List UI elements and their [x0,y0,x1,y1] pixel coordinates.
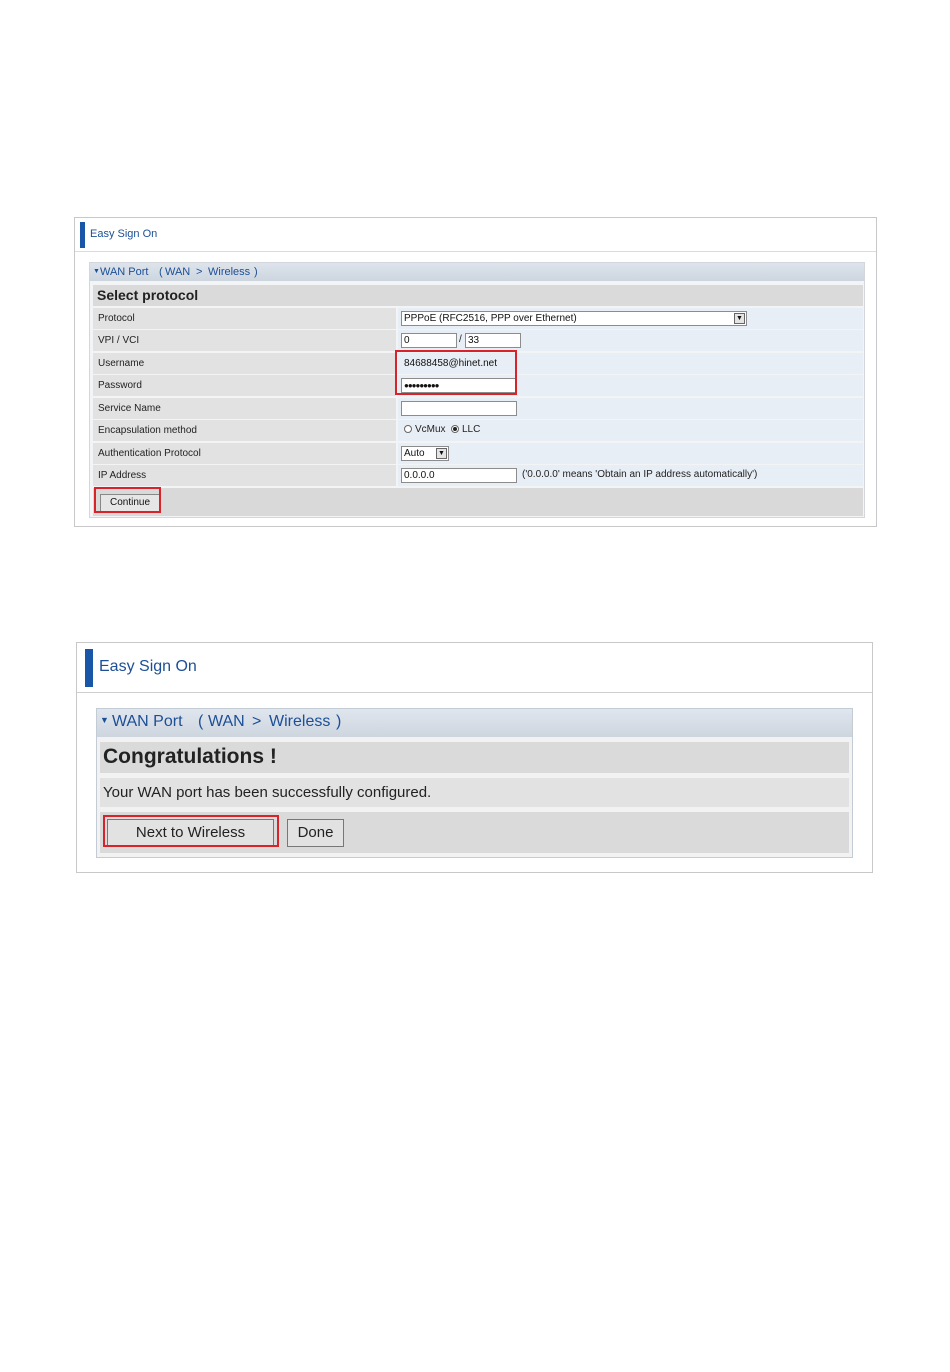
continue-highlight [94,487,161,513]
auth-protocol-row [93,443,863,464]
easy-sign-on-protocol-panel [74,217,877,527]
vcmux-radio[interactable] [404,425,412,433]
vpi-vci-label: VPI / VCI [98,335,140,346]
continue-button[interactable]: Continue [100,494,160,512]
chevron-down-icon[interactable]: ▼ [734,313,745,324]
header-accent-bar [85,649,93,687]
panel-header [77,643,872,693]
success-message: Your WAN port has been successfully configured. [100,778,849,807]
breadcrumb-open-paren: ( [198,713,204,730]
panel-title: Easy Sign On [99,658,197,675]
radio-selected-dot [453,427,457,431]
llc-label: LLC [462,424,481,435]
breadcrumb-step-wireless[interactable]: Wireless [269,713,331,730]
done-button[interactable]: Done [287,819,344,847]
service-name-input[interactable] [401,401,517,416]
vpi-vci-row [93,330,863,351]
breadcrumb-close-paren: ) [254,266,258,278]
vcmux-label: VcMux [415,424,446,435]
ip-address-hint: ('0.0.0.0' means 'Obtain an IP address automatically') [522,469,758,480]
auth-protocol-label: Authentication Protocol [98,448,201,459]
easy-sign-on-success-panel [76,642,873,873]
vpi-vci-separator: / [459,334,462,345]
service-name-row [93,398,863,419]
chevron-down-icon[interactable]: ▼ [436,448,447,459]
encapsulation-row [93,420,863,441]
next-to-wireless-button[interactable]: Next to Wireless [107,819,274,847]
username-input[interactable]: 84688458@hinet.net [404,358,498,369]
ip-address-label: IP Address [98,470,147,481]
llc-radio[interactable] [451,425,459,433]
breadcrumb-step-wan[interactable]: WAN [165,266,191,278]
vpi-input[interactable]: 0 [401,333,457,348]
credentials-highlight [395,350,517,395]
ip-address-row [93,465,863,486]
breadcrumb [90,263,864,281]
ip-address-input[interactable]: 0.0.0.0 [401,468,517,483]
breadcrumb-wan-port[interactable]: WAN Port [100,266,149,278]
protocol-label: Protocol [98,313,135,324]
triangle-down-icon[interactable]: ▼ [100,715,109,725]
triangle-down-icon[interactable]: ▼ [93,268,100,275]
section-title: Select protocol [93,285,863,306]
panel-header [75,218,876,252]
username-label: Username [98,358,145,369]
protocol-select[interactable]: PPPoE (RFC2516, PPP over Ethernet) ▼ [401,311,747,326]
encapsulation-label: Encapsulation method [98,425,197,436]
success-heading: Congratulations ! [100,742,849,773]
breadcrumb-step-wan[interactable]: WAN [208,713,245,730]
password-input[interactable]: ●●●●●●●●● [401,378,517,393]
panel-title: Easy Sign On [90,228,158,240]
auth-protocol-select[interactable]: Auto ▼ [401,446,449,461]
service-name-label: Service Name [98,403,161,414]
breadcrumb-wan-port[interactable]: WAN Port [112,713,183,730]
next-button-highlight [103,815,279,847]
breadcrumb-close-paren: ) [336,713,342,730]
form-footer [93,488,863,516]
breadcrumb-separator: > [196,266,203,278]
breadcrumb-open-paren: ( [159,266,163,278]
protocol-row [93,308,863,329]
password-label: Password [98,380,142,391]
header-accent-bar [80,222,85,248]
breadcrumb-separator: > [252,713,262,730]
vci-input[interactable]: 33 [465,333,521,348]
breadcrumb [97,709,852,737]
breadcrumb-step-wireless[interactable]: Wireless [208,266,251,278]
